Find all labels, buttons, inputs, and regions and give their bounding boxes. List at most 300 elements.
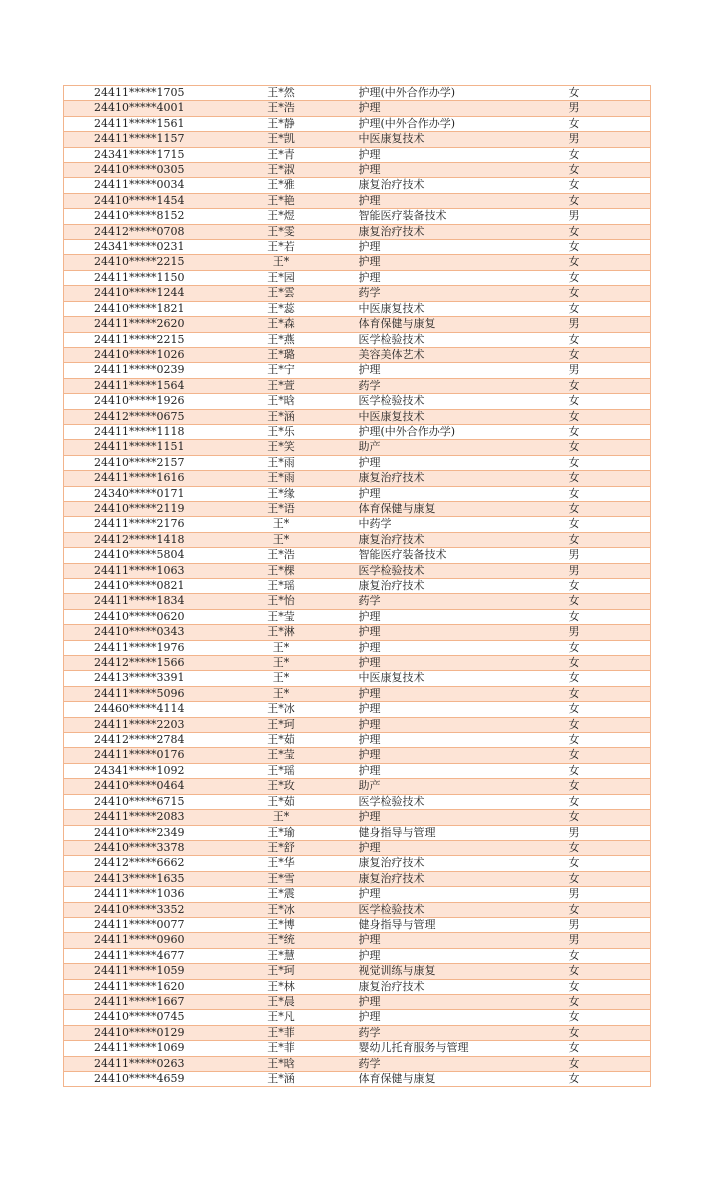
gender-cell: 女	[569, 347, 651, 362]
gender-cell: 男	[569, 101, 651, 116]
major-cell: 助产	[359, 440, 569, 455]
gender-cell: 女	[569, 394, 651, 409]
name-cell: 王*蕊	[204, 301, 359, 316]
table-row	[64, 671, 651, 686]
major-cell: 医学检验技术	[359, 563, 569, 578]
id-cell: 24410*****3352	[64, 902, 204, 917]
name-cell: 王*艳	[204, 193, 359, 208]
id-cell: 24341*****0231	[64, 240, 204, 255]
major-cell: 康复治疗技术	[359, 471, 569, 486]
id-cell: 24410*****0745	[64, 1010, 204, 1025]
gender-cell: 女	[569, 979, 651, 994]
major-cell: 护理	[359, 717, 569, 732]
table-row	[64, 948, 651, 963]
name-cell: 王*	[204, 671, 359, 686]
name-cell: 王*雯	[204, 224, 359, 239]
table-row	[64, 1025, 651, 1040]
name-cell: 王*舒	[204, 840, 359, 855]
id-cell: 24411*****0176	[64, 748, 204, 763]
major-cell: 护理	[359, 163, 569, 178]
id-cell: 24413*****3391	[64, 671, 204, 686]
id-cell: 24410*****2215	[64, 255, 204, 270]
name-cell: 王*雨	[204, 471, 359, 486]
table-row	[64, 363, 651, 378]
name-cell: 王*棵	[204, 563, 359, 578]
id-cell: 24411*****1976	[64, 640, 204, 655]
id-cell: 24411*****1705	[64, 86, 204, 101]
gender-cell: 女	[569, 116, 651, 131]
gender-cell: 女	[569, 1072, 651, 1087]
name-cell: 王*燕	[204, 332, 359, 347]
major-cell: 智能医疗装备技术	[359, 548, 569, 563]
name-cell: 王*冰	[204, 902, 359, 917]
name-cell: 王*	[204, 255, 359, 270]
id-cell: 24411*****2176	[64, 517, 204, 532]
table-row	[64, 902, 651, 917]
table-row	[64, 209, 651, 224]
table-row	[64, 640, 651, 655]
major-cell: 美容美体艺术	[359, 347, 569, 362]
table-row	[64, 1041, 651, 1056]
major-cell: 护理	[359, 686, 569, 701]
table-row	[64, 116, 651, 131]
major-cell: 中医康复技术	[359, 671, 569, 686]
gender-cell: 男	[569, 825, 651, 840]
major-cell: 康复治疗技术	[359, 979, 569, 994]
name-cell: 王*缘	[204, 486, 359, 501]
gender-cell: 女	[569, 255, 651, 270]
major-cell: 康复治疗技术	[359, 579, 569, 594]
gender-cell: 女	[569, 810, 651, 825]
id-cell: 24341*****1092	[64, 763, 204, 778]
name-cell: 王*茹	[204, 733, 359, 748]
table-row	[64, 887, 651, 902]
table-row	[64, 86, 651, 101]
gender-cell: 女	[569, 86, 651, 101]
table-row	[64, 317, 651, 332]
name-cell: 王*雨	[204, 455, 359, 470]
major-cell: 中医康复技术	[359, 132, 569, 147]
major-cell: 体育保健与康复	[359, 1072, 569, 1087]
id-cell: 24411*****1616	[64, 471, 204, 486]
major-cell: 药学	[359, 286, 569, 301]
id-cell: 24412*****0675	[64, 409, 204, 424]
gender-cell: 女	[569, 517, 651, 532]
gender-cell: 女	[569, 409, 651, 424]
major-cell: 药学	[359, 1025, 569, 1040]
major-cell: 护理(中外合作办学)	[359, 424, 569, 439]
major-cell: 医学检验技术	[359, 394, 569, 409]
id-cell: 24411*****2620	[64, 317, 204, 332]
name-cell: 王*统	[204, 933, 359, 948]
table-row	[64, 424, 651, 439]
gender-cell: 女	[569, 378, 651, 393]
major-cell: 药学	[359, 594, 569, 609]
table-row	[64, 748, 651, 763]
id-cell: 24412*****1418	[64, 532, 204, 547]
major-cell: 视觉训练与康复	[359, 964, 569, 979]
name-cell: 王*	[204, 517, 359, 532]
major-cell: 护理	[359, 656, 569, 671]
table-row	[64, 609, 651, 624]
gender-cell: 女	[569, 779, 651, 794]
gender-cell: 女	[569, 224, 651, 239]
table-row	[64, 471, 651, 486]
table-row	[64, 409, 651, 424]
major-cell: 助产	[359, 779, 569, 794]
id-cell: 24410*****1244	[64, 286, 204, 301]
id-cell: 24341*****1715	[64, 147, 204, 162]
id-cell: 24411*****1118	[64, 424, 204, 439]
id-cell: 24411*****1561	[64, 116, 204, 131]
gender-cell: 女	[569, 178, 651, 193]
name-cell: 王*浩	[204, 101, 359, 116]
major-cell: 护理	[359, 255, 569, 270]
gender-cell: 女	[569, 1025, 651, 1040]
major-cell: 康复治疗技术	[359, 871, 569, 886]
name-cell: 王*然	[204, 86, 359, 101]
major-cell: 医学检验技术	[359, 332, 569, 347]
major-cell: 护理	[359, 101, 569, 116]
table-row	[64, 455, 651, 470]
gender-cell: 女	[569, 1041, 651, 1056]
gender-cell: 女	[569, 702, 651, 717]
table-row	[64, 532, 651, 547]
id-cell: 24410*****0821	[64, 579, 204, 594]
table-row	[64, 501, 651, 516]
gender-cell: 女	[569, 440, 651, 455]
major-cell: 护理	[359, 948, 569, 963]
id-cell: 24410*****6715	[64, 794, 204, 809]
gender-cell: 女	[569, 686, 651, 701]
table-row	[64, 378, 651, 393]
table-row	[64, 964, 651, 979]
major-cell: 护理	[359, 733, 569, 748]
gender-cell: 男	[569, 917, 651, 932]
gender-cell: 男	[569, 563, 651, 578]
name-cell: 王*华	[204, 856, 359, 871]
table-row	[64, 656, 651, 671]
name-cell: 王*璐	[204, 347, 359, 362]
name-cell: 王*瑜	[204, 825, 359, 840]
major-cell: 护理	[359, 486, 569, 501]
major-cell: 康复治疗技术	[359, 532, 569, 547]
major-cell: 药学	[359, 1056, 569, 1071]
id-cell: 24410*****2349	[64, 825, 204, 840]
table-row	[64, 579, 651, 594]
table-row	[64, 856, 651, 871]
gender-cell: 女	[569, 994, 651, 1009]
name-cell: 王*晗	[204, 394, 359, 409]
major-cell: 护理(中外合作办学)	[359, 116, 569, 131]
gender-cell: 男	[569, 887, 651, 902]
name-cell: 王*菲	[204, 1025, 359, 1040]
table-row	[64, 440, 651, 455]
id-cell: 24411*****1151	[64, 440, 204, 455]
table-row	[64, 347, 651, 362]
gender-cell: 女	[569, 856, 651, 871]
gender-cell: 男	[569, 363, 651, 378]
major-cell: 中医康复技术	[359, 301, 569, 316]
major-cell: 康复治疗技术	[359, 224, 569, 239]
gender-cell: 女	[569, 794, 651, 809]
table-row	[64, 840, 651, 855]
name-cell: 王*博	[204, 917, 359, 932]
gender-cell: 女	[569, 902, 651, 917]
name-cell: 王*淋	[204, 625, 359, 640]
id-cell: 24411*****1620	[64, 979, 204, 994]
name-cell: 王*静	[204, 116, 359, 131]
major-cell: 康复治疗技术	[359, 178, 569, 193]
major-cell: 护理	[359, 702, 569, 717]
major-cell: 医学检验技术	[359, 902, 569, 917]
name-cell: 王*瑶	[204, 579, 359, 594]
id-cell: 24411*****1157	[64, 132, 204, 147]
gender-cell: 女	[569, 656, 651, 671]
table-row	[64, 733, 651, 748]
name-cell: 王*茹	[204, 794, 359, 809]
name-cell: 王*	[204, 640, 359, 655]
name-cell: 王*园	[204, 270, 359, 285]
name-cell: 王*若	[204, 240, 359, 255]
major-cell: 护理	[359, 748, 569, 763]
name-cell: 王*莹	[204, 748, 359, 763]
table-row	[64, 255, 651, 270]
table-row	[64, 270, 651, 285]
gender-cell: 女	[569, 640, 651, 655]
id-cell: 24411*****2215	[64, 332, 204, 347]
id-cell: 24460*****4114	[64, 702, 204, 717]
table-row	[64, 686, 651, 701]
major-cell: 体育保健与康复	[359, 501, 569, 516]
table-row	[64, 178, 651, 193]
gender-cell: 女	[569, 748, 651, 763]
major-cell: 护理	[359, 640, 569, 655]
id-cell: 24410*****0129	[64, 1025, 204, 1040]
gender-cell: 女	[569, 964, 651, 979]
id-cell: 24410*****1926	[64, 394, 204, 409]
name-cell: 王*语	[204, 501, 359, 516]
id-cell: 24410*****5804	[64, 548, 204, 563]
gender-cell: 女	[569, 455, 651, 470]
table-row	[64, 332, 651, 347]
name-cell: 王*珂	[204, 964, 359, 979]
table-row	[64, 548, 651, 563]
name-cell: 王*乐	[204, 424, 359, 439]
table-row	[64, 563, 651, 578]
id-cell: 24411*****0263	[64, 1056, 204, 1071]
id-cell: 24411*****4677	[64, 948, 204, 963]
gender-cell: 女	[569, 609, 651, 624]
table-row	[64, 224, 651, 239]
name-cell: 王*玫	[204, 779, 359, 794]
major-cell: 护理	[359, 887, 569, 902]
name-cell: 王*森	[204, 317, 359, 332]
table-row	[64, 1056, 651, 1071]
major-cell: 护理(中外合作办学)	[359, 86, 569, 101]
table-row	[64, 625, 651, 640]
table-row	[64, 979, 651, 994]
gender-cell: 女	[569, 1010, 651, 1025]
name-cell: 王*煜	[204, 209, 359, 224]
name-cell: 王*瑶	[204, 763, 359, 778]
name-cell: 王*浩	[204, 548, 359, 563]
major-cell: 护理	[359, 240, 569, 255]
name-cell: 王*慧	[204, 948, 359, 963]
name-cell: 王*萱	[204, 378, 359, 393]
major-cell: 护理	[359, 363, 569, 378]
gender-cell: 女	[569, 717, 651, 732]
major-cell: 中医康复技术	[359, 409, 569, 424]
id-cell: 24411*****0239	[64, 363, 204, 378]
major-cell: 护理	[359, 810, 569, 825]
gender-cell: 女	[569, 301, 651, 316]
gender-cell: 女	[569, 948, 651, 963]
major-cell: 护理	[359, 455, 569, 470]
id-cell: 24410*****0620	[64, 609, 204, 624]
name-cell: 王*青	[204, 147, 359, 162]
major-cell: 护理	[359, 609, 569, 624]
id-cell: 24410*****2119	[64, 501, 204, 516]
name-cell: 王*	[204, 686, 359, 701]
major-cell: 护理	[359, 147, 569, 162]
major-cell: 中药学	[359, 517, 569, 532]
id-cell: 24412*****0708	[64, 224, 204, 239]
name-cell: 王*冰	[204, 702, 359, 717]
major-cell: 护理	[359, 625, 569, 640]
id-cell: 24411*****1150	[64, 270, 204, 285]
gender-cell: 女	[569, 471, 651, 486]
name-cell: 王*涵	[204, 409, 359, 424]
gender-cell: 女	[569, 733, 651, 748]
major-cell: 体育保健与康复	[359, 317, 569, 332]
id-cell: 24411*****1059	[64, 964, 204, 979]
table-row	[64, 779, 651, 794]
name-cell: 王*雲	[204, 286, 359, 301]
name-cell: 王*珂	[204, 717, 359, 732]
table-row	[64, 132, 651, 147]
name-cell: 王*莹	[204, 609, 359, 624]
id-cell: 24411*****1036	[64, 887, 204, 902]
id-cell: 24410*****0464	[64, 779, 204, 794]
gender-cell: 女	[569, 763, 651, 778]
table-row	[64, 994, 651, 1009]
gender-cell: 女	[569, 871, 651, 886]
major-cell: 药学	[359, 378, 569, 393]
name-cell: 王*凡	[204, 1010, 359, 1025]
id-cell: 24410*****0343	[64, 625, 204, 640]
id-cell: 24410*****0305	[64, 163, 204, 178]
major-cell: 护理	[359, 270, 569, 285]
gender-cell: 女	[569, 424, 651, 439]
table-row	[64, 394, 651, 409]
table-row	[64, 286, 651, 301]
id-cell: 24411*****1667	[64, 994, 204, 1009]
major-cell: 护理	[359, 763, 569, 778]
table-row	[64, 1072, 651, 1087]
gender-cell: 女	[569, 486, 651, 501]
id-cell: 24412*****6662	[64, 856, 204, 871]
table-row	[64, 933, 651, 948]
name-cell: 王*	[204, 532, 359, 547]
table-row	[64, 702, 651, 717]
table-row	[64, 301, 651, 316]
id-cell: 24410*****2157	[64, 455, 204, 470]
major-cell: 康复治疗技术	[359, 856, 569, 871]
gender-cell: 女	[569, 579, 651, 594]
gender-cell: 女	[569, 532, 651, 547]
id-cell: 24410*****4001	[64, 101, 204, 116]
table-row	[64, 240, 651, 255]
id-cell: 24410*****3378	[64, 840, 204, 855]
name-cell: 王*震	[204, 887, 359, 902]
table-row	[64, 594, 651, 609]
table-row	[64, 163, 651, 178]
major-cell: 智能医疗装备技术	[359, 209, 569, 224]
gender-cell: 女	[569, 332, 651, 347]
table-row	[64, 101, 651, 116]
id-cell: 24411*****1063	[64, 563, 204, 578]
major-cell: 健身指导与管理	[359, 917, 569, 932]
name-cell: 王*凯	[204, 132, 359, 147]
table-body	[64, 86, 651, 1087]
name-cell: 王*晗	[204, 1056, 359, 1071]
table-row	[64, 794, 651, 809]
id-cell: 24412*****1566	[64, 656, 204, 671]
name-cell: 王*淑	[204, 163, 359, 178]
name-cell: 王*晨	[204, 994, 359, 1009]
gender-cell: 男	[569, 317, 651, 332]
name-cell: 王*	[204, 810, 359, 825]
id-cell: 24410*****1026	[64, 347, 204, 362]
table-row	[64, 1010, 651, 1025]
major-cell: 护理	[359, 994, 569, 1009]
gender-cell: 女	[569, 1056, 651, 1071]
gender-cell: 女	[569, 286, 651, 301]
gender-cell: 男	[569, 209, 651, 224]
table-row	[64, 825, 651, 840]
table-row	[64, 193, 651, 208]
gender-cell: 女	[569, 240, 651, 255]
major-cell: 护理	[359, 933, 569, 948]
gender-cell: 男	[569, 625, 651, 640]
id-cell: 24411*****0034	[64, 178, 204, 193]
name-cell: 王*雪	[204, 871, 359, 886]
gender-cell: 女	[569, 163, 651, 178]
table-row	[64, 147, 651, 162]
name-cell: 王*林	[204, 979, 359, 994]
gender-cell: 女	[569, 671, 651, 686]
id-cell: 24411*****0077	[64, 917, 204, 932]
name-cell: 王*菲	[204, 1041, 359, 1056]
student-list-table	[63, 85, 651, 1087]
name-cell: 王*笑	[204, 440, 359, 455]
gender-cell: 男	[569, 548, 651, 563]
table-row	[64, 717, 651, 732]
id-cell: 24413*****1635	[64, 871, 204, 886]
major-cell: 健身指导与管理	[359, 825, 569, 840]
gender-cell: 女	[569, 193, 651, 208]
id-cell: 24411*****1069	[64, 1041, 204, 1056]
gender-cell: 女	[569, 840, 651, 855]
major-cell: 婴幼儿托育服务与管理	[359, 1041, 569, 1056]
table-row	[64, 810, 651, 825]
name-cell: 王*宁	[204, 363, 359, 378]
table-row	[64, 763, 651, 778]
id-cell: 24410*****8152	[64, 209, 204, 224]
major-cell: 护理	[359, 193, 569, 208]
gender-cell: 男	[569, 933, 651, 948]
